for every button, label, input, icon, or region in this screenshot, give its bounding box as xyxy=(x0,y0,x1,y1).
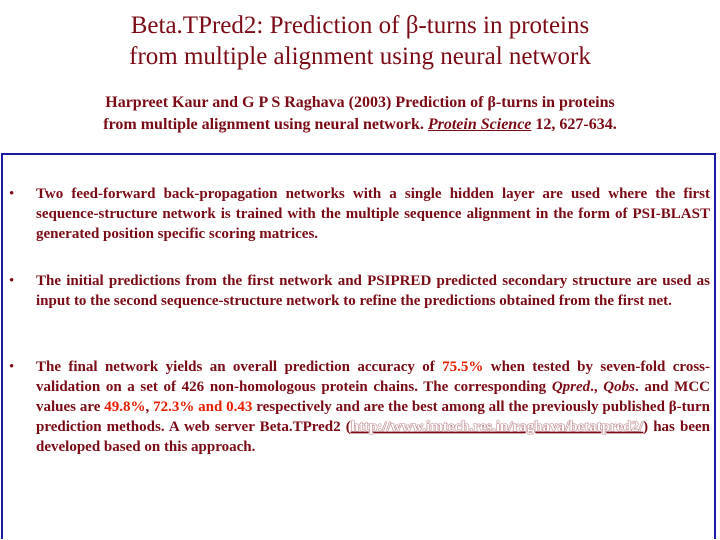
citation-authors: Harpreet Kaur and G P S Raghava (2003) Prediction of xyxy=(105,94,488,111)
bullet-text-2: The initial predictions from the first network and PSIPRED predicted secondary structure are used as input to the second sequence-structure network to refine the predictions obtained from the first net. xyxy=(36,273,710,309)
text-run: ) has been developed based on this approach. xyxy=(36,419,710,455)
citation-volume: 12, 627-634. xyxy=(531,116,617,133)
text-run: respectively and are the best among all the previously published xyxy=(252,399,669,415)
bullet-icon: • xyxy=(9,359,15,375)
mcc-value: 0.43 xyxy=(226,399,253,415)
qpred-term: Qpred xyxy=(551,379,591,395)
journal-name: Protein Science xyxy=(427,116,532,133)
title-text-pre: Beta.TPred2: Prediction of xyxy=(130,12,406,39)
title-text-post: -turns in proteins xyxy=(418,12,590,39)
qobs-term: Qobs xyxy=(603,379,635,395)
qobs-value: 72.3% xyxy=(153,399,195,415)
citation-line-1 xyxy=(0,92,720,114)
accuracy-value: 75.5% xyxy=(442,359,484,375)
title-line-1 xyxy=(0,10,720,41)
web-server-link[interactable]: http://www.imtech.res.in/raghava/betatpred2/ xyxy=(350,419,644,435)
bullet-text-1: Two feed-forward back-propagation networks with a single hidden layer are used where the first sequence-structure network is trained with the multiple sequence alignment in the form of PSI-BLAST generated position specific scoring matrices. xyxy=(36,186,710,242)
text-run: The final network yields an overall prediction accuracy of xyxy=(36,359,443,375)
citation-title-rest: from multiple alignment using neural network. xyxy=(103,116,428,133)
citation-line-2 xyxy=(0,114,720,136)
qpred-value: 49.8% xyxy=(104,399,146,415)
beta-symbol: β xyxy=(405,12,419,39)
text-run: and xyxy=(194,399,227,415)
text-run: . and MCC values are xyxy=(36,379,710,415)
citation xyxy=(0,92,720,136)
citation-title-end: -turns in proteins xyxy=(495,94,615,111)
beta-symbol: β xyxy=(668,399,677,415)
bullet-text-3 xyxy=(36,357,710,457)
text-run: -turn prediction methods. A web server Beta.TPred2 ( xyxy=(36,399,711,435)
content-box xyxy=(1,153,716,539)
bullet-icon: • xyxy=(9,273,15,289)
text-run: ., xyxy=(590,379,604,395)
slide-title xyxy=(0,10,720,72)
text-run: , xyxy=(145,399,154,415)
title-line-2: from multiple alignment using neural network xyxy=(129,43,591,70)
bullet-icon: • xyxy=(9,186,15,202)
text-run: when tested by seven-fold cross-validation on a set of 426 non-homologous protein chains. The corresponding xyxy=(36,359,710,395)
beta-symbol: β xyxy=(487,94,496,111)
